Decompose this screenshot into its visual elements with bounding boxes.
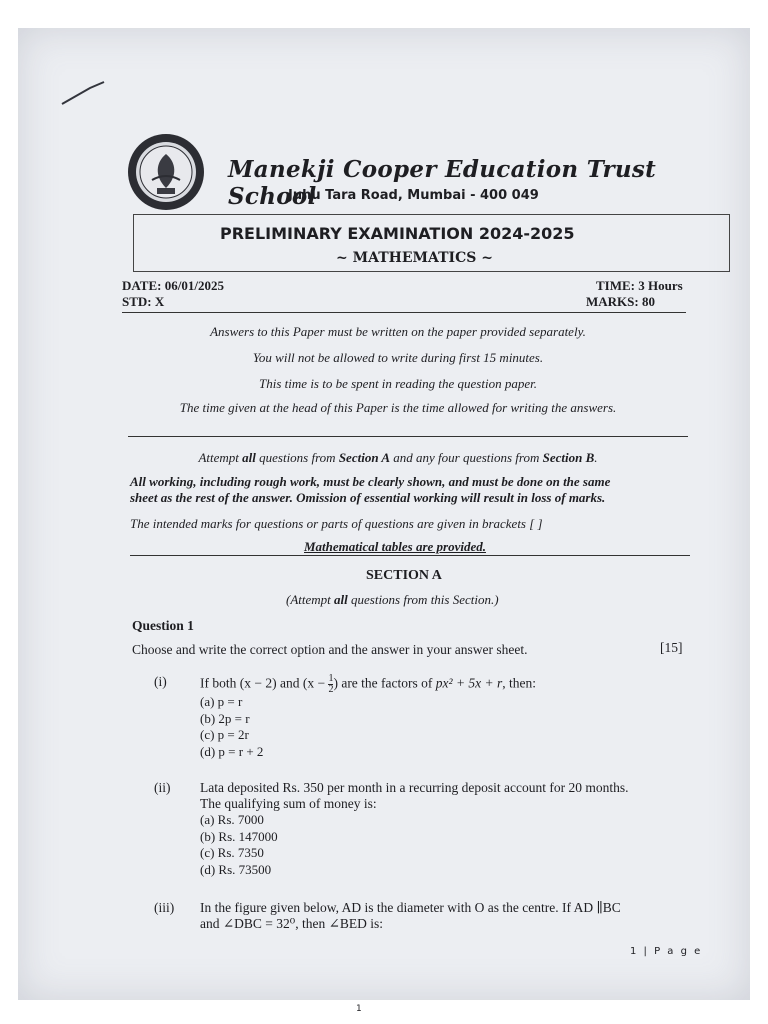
working-note-line2: sheet as the rest of the answer. Omission of essential working will result in loss of marks. [130, 490, 606, 505]
question-label: Question 1 [132, 618, 194, 633]
option-list [200, 812, 278, 878]
option-list [200, 694, 263, 760]
question-instruction: Choose and write the correct option and the answer in your answer sheet. [132, 642, 528, 657]
exam-date: DATE: 06/01/2025 [122, 278, 224, 293]
section-title: SECTION A [366, 568, 442, 583]
option: (d) p = r + 2 [200, 743, 264, 759]
option: (d) Rs. 73500 [200, 861, 272, 877]
option: (b) Rs. 147000 [200, 828, 278, 844]
part-ii-line2: The qualifying sum of money is: [200, 796, 377, 811]
section-subtitle: (Attempt all questions from this Section.) [286, 592, 499, 607]
tables-note: Mathematical tables are provided. [304, 539, 486, 554]
instruction-line: This time is to be spent in reading the question paper. [259, 376, 537, 391]
bottom-page-number: 1 [356, 1004, 362, 1014]
school-logo-icon [126, 132, 206, 212]
instructions-divider [128, 436, 688, 437]
exam-paper-sheet [18, 28, 750, 1000]
exam-title: PRELIMINARY EXAMINATION 2024-2025 [220, 224, 575, 243]
part-i-question: If both (x − 2) and (x − $\frac{1}{2}$ ) are the factors of px² + 5x + r, then: [200, 673, 537, 695]
attempt-instruction: Attempt all questions from Section A and any four questions from Section B. [198, 450, 598, 465]
pen-stroke-mark [60, 78, 110, 108]
part-ii-line1: Lata deposited Rs. 350 per month in a recurring deposit account for 20 months. [200, 780, 629, 795]
part-number: (iii) [154, 900, 175, 915]
option: (a) p = r [200, 694, 243, 709]
option: (a) Rs. 7000 [200, 812, 264, 827]
question-marks: [15] [660, 640, 683, 655]
part-number: (ii) [154, 780, 171, 795]
instruction-line: The time given at the head of this Paper is the time allowed for writing the answers. [179, 400, 617, 415]
exam-marks: MARKS: 80 [586, 294, 655, 309]
option: (c) p = 2r [200, 727, 249, 742]
instruction-line: You will not be allowed to write during first 15 minutes. [252, 350, 544, 365]
exam-std: STD: X [122, 294, 165, 309]
instruction-line: Answers to this Paper must be written on the paper provided separately. [210, 324, 586, 339]
page-footer: 1 | P a g e [630, 946, 703, 957]
school-name: Manekji Cooper Education Trust School [228, 156, 657, 210]
option: (c) Rs. 7350 [200, 845, 264, 860]
exam-subject: ~ MATHEMATICS ~ [336, 250, 493, 266]
part-iii-line2: and ∠DBC = 32⁰, then ∠BED is: [200, 916, 384, 931]
school-address: Juhu Tara Road, Mumbai - 400 049 [288, 188, 539, 203]
part-iii-line1: In the figure given below, AD is the diameter with O as the centre. If AD ∥BC [200, 900, 621, 915]
exam-time: TIME: 3 Hours [596, 278, 683, 293]
part-number: (i) [154, 674, 167, 689]
tables-divider [130, 555, 690, 556]
header-divider [122, 312, 686, 313]
working-note-line1: All working, including rough work, must be clearly shown, and must be done on the same [130, 474, 611, 489]
marks-note: The intended marks for questions or parts of questions are given in brackets [ ] [130, 516, 543, 531]
option: (b) 2p = r [200, 710, 250, 726]
